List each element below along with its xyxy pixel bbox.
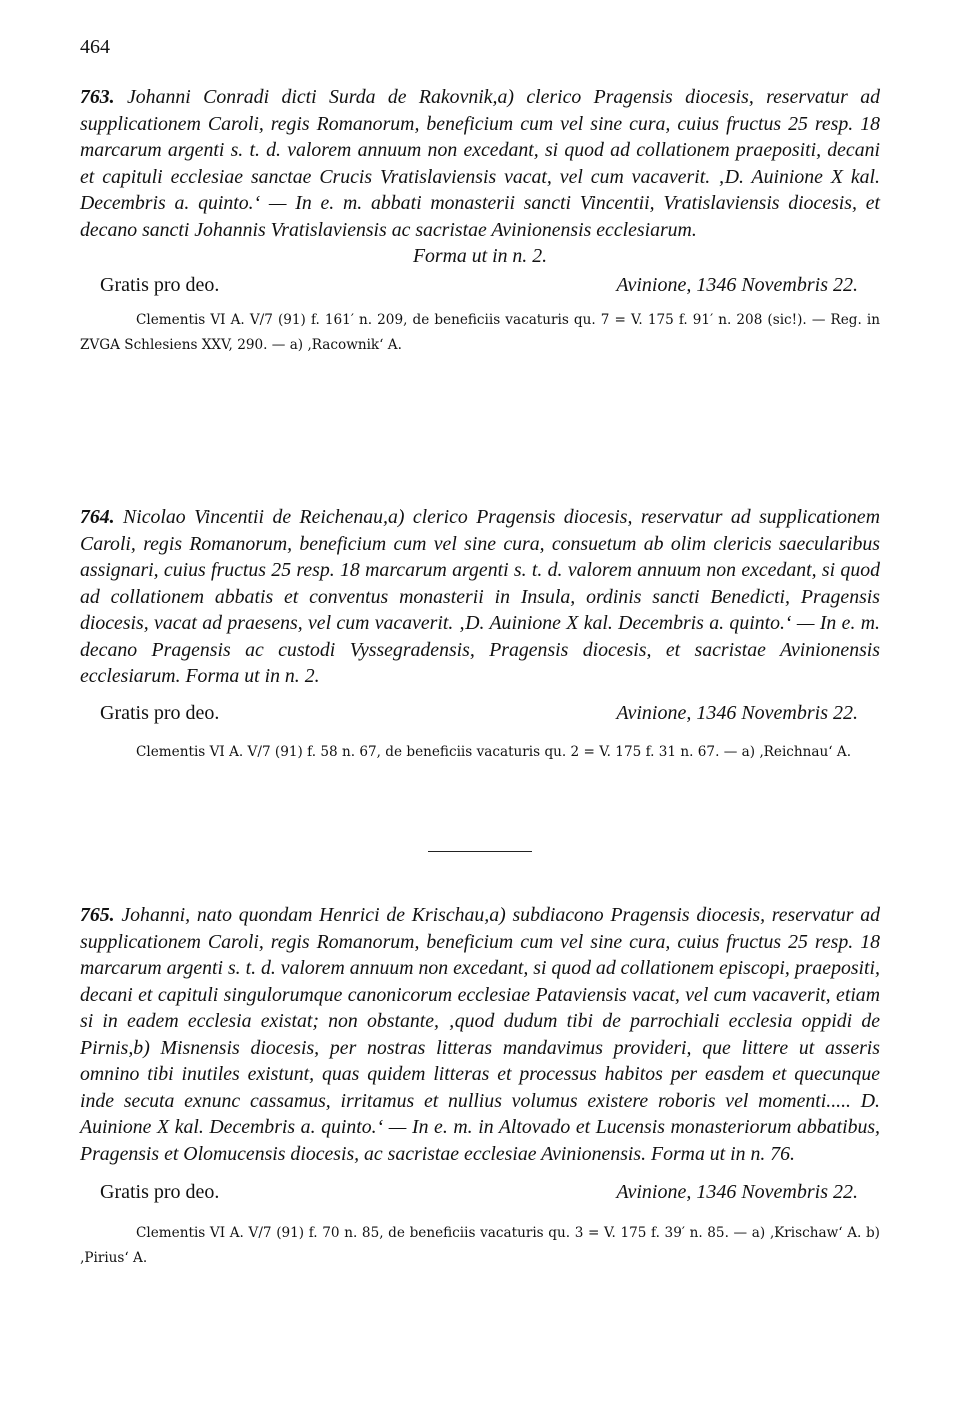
gratis-date-line: [80, 1177, 880, 1209]
issue-date: Avinione, 1346 Novembris 22.: [616, 273, 858, 296]
entry-body: Nicolao Vincentii de Reichenau,a) clerico Pragensis diocesis, reservatur ad supplicationem Caroli, regis Romanorum, beneficium cum vel sine cura, consuetum ab olim clericis saecularibus assignari, cuius fructus 25 resp. 18 marcarum argenti s. t. d. valorem annuum non excedant, si quod ad collationem abbatis et conventus monasterii in Insula, ordinis sancti Benedicti, Pragensis diocesis, vacat ad praesens, vel cum vacaverit. ‚D. Auinione X kal. Decembris a. quinto.‘ — In e. m. decano Pragensis ac custodi Vyssegradensis, Pragensis diocesis, et sacristae Avinionensis ecclesiarum. Forma ut in n. 2.: [80, 506, 880, 687]
entry-body: Johanni Conradi dicti Surda de Rakovnik,a) clerico Pragensis diocesis, reservatur ad supplicationem Caroli, regis Romanorum, beneficium cum vel sine cura, cuius fructus 25 resp. 18 marcarum argenti s. t. d. valorem annuum non excedant, si quod ad collationem praepositi, decani et capituli ecclesiae sanctae Crucis Vratislaviensis vacat, vel cum vacaverit. ‚D. Auinione X kal. Decembris a. quinto.‘ — In e. m. abbati monasterii sancti Vincentii, Vratislaviensis diocesis, et decano sancti Johannis Vratislaviensis ac sacristae Avinionensis ecclesiarum.: [80, 86, 880, 241]
entry-text: [80, 902, 880, 1167]
gratis-date-line: [80, 698, 880, 730]
gratis-text: Gratis pro deo.: [100, 273, 220, 296]
issue-date: Avinione, 1346 Novembris 22.: [616, 1181, 858, 1203]
section-divider: [428, 851, 532, 852]
gratis-text: Gratis pro deo.: [100, 701, 220, 724]
archival-note: Clementis VI A. V/7 (91) f. 70 n. 85, de beneficiis vacaturis qu. 3 = V. 175 f. 39′ n. 85. — a) ‚Krischaw‘ A. b) ‚Pirius‘ A.: [80, 1225, 880, 1266]
gratis-text: Gratis pro deo.: [100, 1181, 220, 1203]
forma-line: Forma ut in n. 2.: [412, 245, 548, 267]
entry-764: [80, 504, 880, 765]
entry-number: 765.: [80, 904, 115, 926]
gratis-date-line: [80, 270, 880, 302]
issue-date: Avinione, 1346 Novembris 22.: [616, 701, 858, 724]
archival-note: Clementis VI A. V/7 (91) f. 161′ n. 209, de beneficiis vacaturis qu. 7 = V. 175 f. 91′ n. 208 (sic!). — Reg. in ZVGA Schlesiens XXV, 290. — a) ‚Racownik‘ A.: [80, 311, 880, 353]
page-number: 464: [80, 36, 110, 58]
entry-body: Johanni, nato quondam Henrici de Krischau,a) subdiacono Pragensis diocesis, reservatur ad supplicationem Caroli, regis Romanorum, beneficium cum vel sine cura, cuius fructus 25 resp. 18 marcarum argenti s. t. d. valorem annuum non excedant, si quod ad collationem episcopi, praepositi, decani et capituli singulorumque canonicorum ecclesiae Pataviensis vacat, vel cum vacaverit, etiam si in eadem ecclesia existat; non obstante, ‚quod dudum tibi de parrochiali ecclesia oppidi de Pirnis,b) Misnensis diocesis, per nostras litteras mandavimus provideri, que littere ut asseris omnino tibi inutiles existunt, quas quidem litteras et processus habitos per easdem et quecunque inde secuta exnunc cassamus, irritamus et nullius volumus existere roboris vel momenti..... D. Auinione X kal. Decembris a. quinto.‘ — In e. m. in Altovado et Lucensis monasteriorum abbatibus, Pragensis et Olomucensis diocesis, ac sacristae ecclesiae Avinionensis. Forma ut in n. 76.: [80, 904, 880, 1165]
entry-763: [80, 84, 880, 358]
entry-text: [80, 504, 880, 690]
entry-765: [80, 902, 880, 1271]
entry-text: [80, 84, 880, 243]
entry-number: 763.: [80, 86, 115, 108]
entry-number: 764.: [80, 506, 115, 528]
archival-note: Clementis VI A. V/7 (91) f. 58 n. 67, de beneficiis vacaturis qu. 2 = V. 175 f. 31 n. 67. — a) ‚Reichnau‘ A.: [136, 743, 852, 760]
